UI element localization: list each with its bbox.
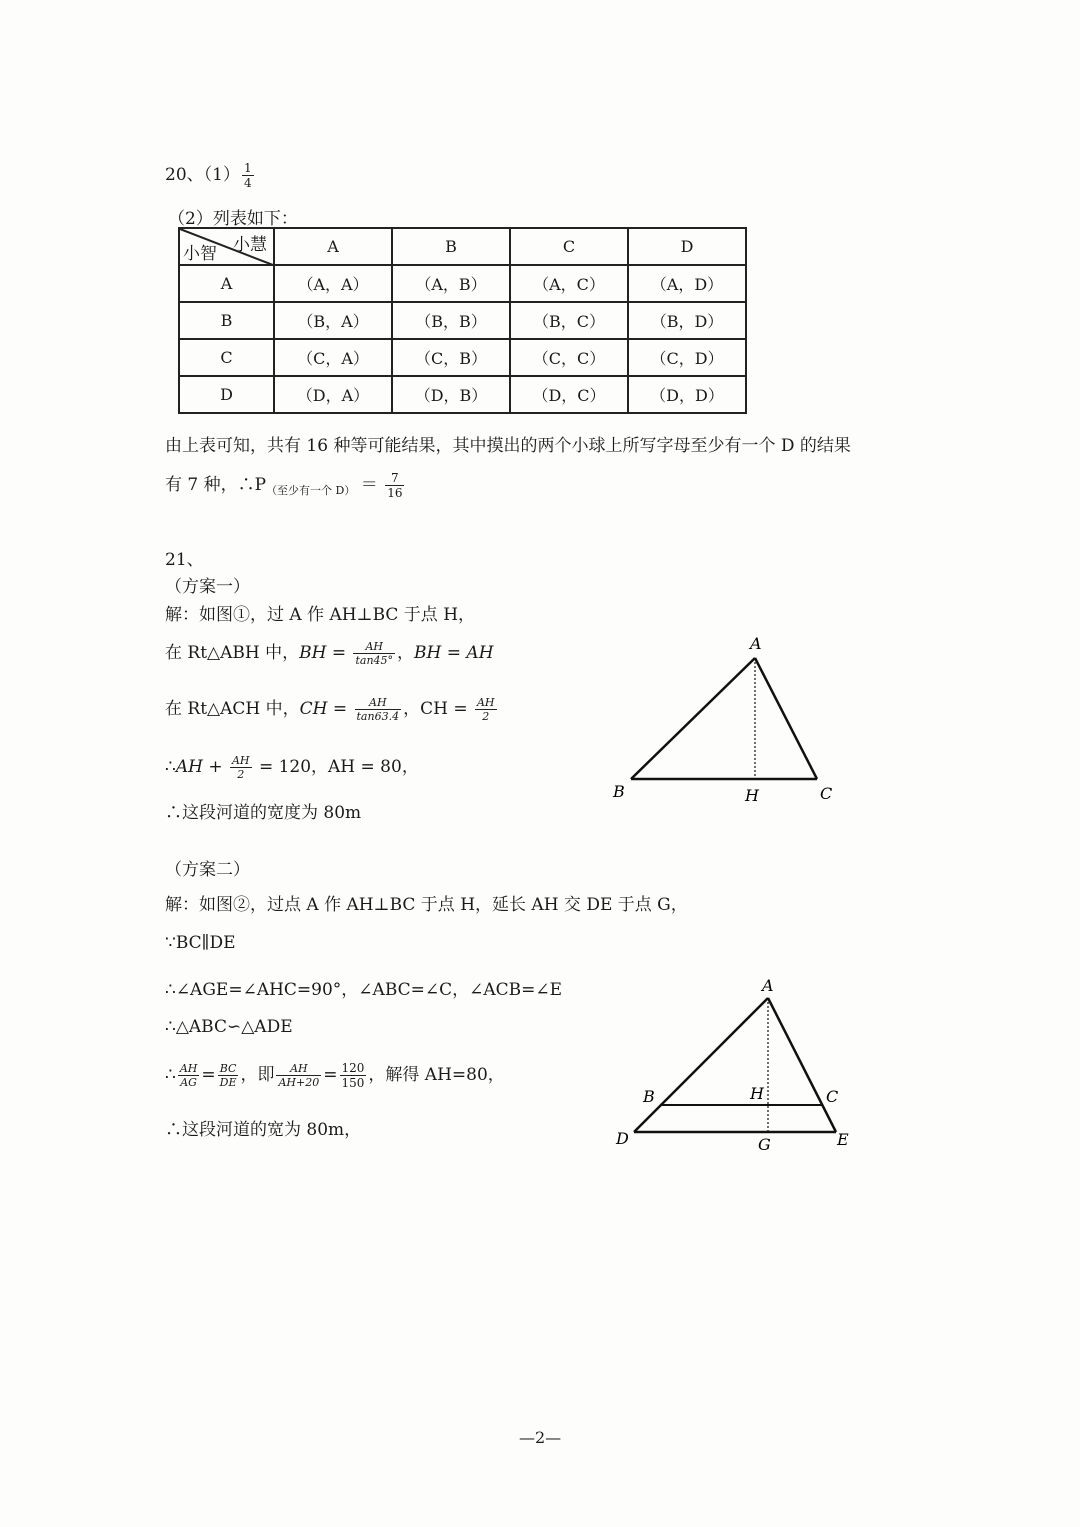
- plan2-line3: ∴∠AGE=∠AHC=90°，∠ABC=∠C，∠ACB=∠E: [165, 980, 563, 1000]
- table-cell: （A，B）: [392, 265, 510, 302]
- plan1-bh-fraction: [353, 641, 395, 666]
- fig2-label-d: D: [616, 1129, 629, 1148]
- frac-num: AH: [355, 697, 402, 710]
- q20-part2-label: （2）列表如下：: [168, 209, 298, 229]
- equals: =: [201, 1065, 216, 1085]
- plan2-frac-ah-ag: [178, 1063, 200, 1088]
- frac-num: AH: [231, 754, 250, 767]
- table-row: [179, 376, 746, 413]
- fig2-label-h: H: [750, 1084, 764, 1103]
- q20-prob-num: 7: [385, 472, 404, 486]
- plan1-title: （方案一）: [165, 577, 250, 597]
- frac-den: 2: [482, 710, 490, 723]
- q21-heading: 21、: [165, 550, 204, 570]
- plan1-ch-fraction: [355, 697, 402, 722]
- plan2-ji: ，即: [240, 1065, 275, 1085]
- frac-num: 120: [341, 1061, 365, 1075]
- q20-conclusion-line2: [165, 470, 406, 499]
- frac-den: DE: [219, 1076, 237, 1089]
- frac-num: BC: [218, 1063, 239, 1076]
- col-header: B: [392, 228, 510, 265]
- q20-conclusion-line1: 由上表可知，共有 16 种等可能结果，其中摸出的两个小球上所写字母至少有一个 D 的结果: [165, 436, 851, 456]
- plan1-line1: 解：如图①，过 A 作 AH⊥BC 于点 H，: [165, 605, 476, 625]
- table-cell: （B，C）: [510, 302, 628, 339]
- corner-bottom-label: 小智: [183, 244, 217, 264]
- table-cell: （C，C）: [510, 339, 628, 376]
- plan1-line2: [165, 638, 494, 666]
- plan1-line3-text: 在 Rt△ACH 中，: [165, 699, 300, 719]
- plan2-line4: ∴△ABC∽△ADE: [165, 1017, 293, 1037]
- q20-answer-fraction: [242, 162, 254, 189]
- plan2-frac-120-150: [340, 1062, 367, 1089]
- plan1-line3: [165, 694, 499, 722]
- plan2-title: （方案二）: [165, 860, 250, 880]
- col-header: C: [510, 228, 628, 265]
- q20-probability-subscript: （至少有一个 D）: [266, 484, 356, 497]
- equals: =: [323, 1065, 338, 1085]
- table-cell: （B，D）: [628, 302, 746, 339]
- therefore: ∴: [165, 757, 176, 777]
- plan1-bh-expr: BH =: [299, 643, 347, 663]
- q20-prob-den: 16: [387, 486, 403, 500]
- q20-heading: [165, 160, 256, 189]
- plan1-ch-half-fraction: [475, 697, 497, 722]
- q20-heading-text: 20、（1）: [165, 165, 240, 185]
- corner-top-label: 小慧: [233, 235, 267, 255]
- frac-num: AH: [276, 1063, 321, 1076]
- q20-conclusion-text: 有 7 种，∴P: [165, 475, 267, 495]
- table-cell: （C，B）: [392, 339, 510, 376]
- table-row: [179, 265, 746, 302]
- table-cell: （B，A）: [274, 302, 392, 339]
- table-header-row: [179, 228, 746, 265]
- row-label: A: [179, 265, 274, 302]
- fig1-label-h: H: [745, 786, 759, 805]
- page-number: —2—: [519, 1428, 562, 1447]
- plan2-line6: ∴这段河道的宽为 80m，: [165, 1120, 362, 1140]
- plan2-frac-bc-de: [218, 1063, 239, 1088]
- frac-num: AH: [179, 1062, 198, 1075]
- fig1-label-c: C: [820, 784, 833, 803]
- fig1-label-a: A: [750, 634, 762, 653]
- fig2-label-e: E: [837, 1130, 849, 1149]
- plan1-line2-text: 在 Rt△ABH 中，: [165, 643, 300, 663]
- table-row: [179, 339, 746, 376]
- frac-den: AH+20: [278, 1076, 320, 1089]
- table-cell: （D，B）: [392, 376, 510, 413]
- figure2-triangle: [600, 970, 860, 1160]
- plan1-line4: [165, 752, 419, 780]
- plan1-ch-expr: CH =: [299, 699, 348, 719]
- plan1-sum-fraction: [230, 755, 252, 780]
- col-header: A: [274, 228, 392, 265]
- comma: ，: [397, 643, 415, 663]
- frac-den: AG: [180, 1076, 197, 1089]
- table-cell: （D，C）: [510, 376, 628, 413]
- plan1-bh-eq-ah: BH = AH: [414, 643, 494, 663]
- plan2-frac-ah-ah20: [276, 1063, 321, 1088]
- frac-den: 150: [341, 1076, 365, 1090]
- table-cell: （C，A）: [274, 339, 392, 376]
- frac-num: AH: [353, 641, 395, 654]
- fig2-label-g: G: [758, 1135, 771, 1154]
- table-cell: （A，C）: [510, 265, 628, 302]
- frac-den: tan63.4: [356, 710, 400, 723]
- table-corner-cell: [179, 228, 274, 265]
- plan2-solve: ，解得 AH=80，: [368, 1065, 505, 1085]
- plan1-ch-eq: ，CH =: [403, 699, 468, 719]
- figure1-triangle: [600, 625, 850, 815]
- col-header: D: [628, 228, 746, 265]
- q20-answer-den: 4: [243, 176, 252, 190]
- plan2-line5: [165, 1060, 505, 1089]
- plan1-line5: ∴这段河道的宽度为 80m: [165, 803, 362, 823]
- fig2-label-a: A: [762, 976, 774, 995]
- fig2-label-c: C: [826, 1087, 839, 1106]
- q20-answer-num: 1: [243, 161, 252, 175]
- frac-den: 2: [237, 768, 245, 781]
- table-row: [179, 302, 746, 339]
- fig2-label-b: B: [643, 1087, 655, 1106]
- row-label: D: [179, 376, 274, 413]
- plan2-line1: 解：如图②，过点 A 作 AH⊥BC 于点 H，延长 AH 交 DE 于点 G，: [165, 895, 688, 915]
- plan1-sum-result: = 120，AH = 80，: [258, 757, 419, 777]
- q20-probability-fraction: [385, 472, 404, 499]
- frac-num: AH: [476, 696, 495, 709]
- fig1-label-b: B: [613, 782, 625, 801]
- table-cell: （D，D）: [628, 376, 746, 413]
- plan2-line2: ∵BC∥DE: [165, 933, 236, 953]
- q20-equals: ＝: [360, 475, 378, 495]
- frac-den: tan45°: [355, 654, 394, 667]
- plan1-sum-expr: AH +: [175, 757, 223, 777]
- therefore: ∴: [165, 1065, 176, 1085]
- table-cell: （A，A）: [274, 265, 392, 302]
- row-label: C: [179, 339, 274, 376]
- table-cell: （B，B）: [392, 302, 510, 339]
- table-cell: （D，A）: [274, 376, 392, 413]
- table-cell: （A，D）: [628, 265, 746, 302]
- table-cell: （C，D）: [628, 339, 746, 376]
- row-label: B: [179, 302, 274, 339]
- outcome-table: [178, 227, 747, 414]
